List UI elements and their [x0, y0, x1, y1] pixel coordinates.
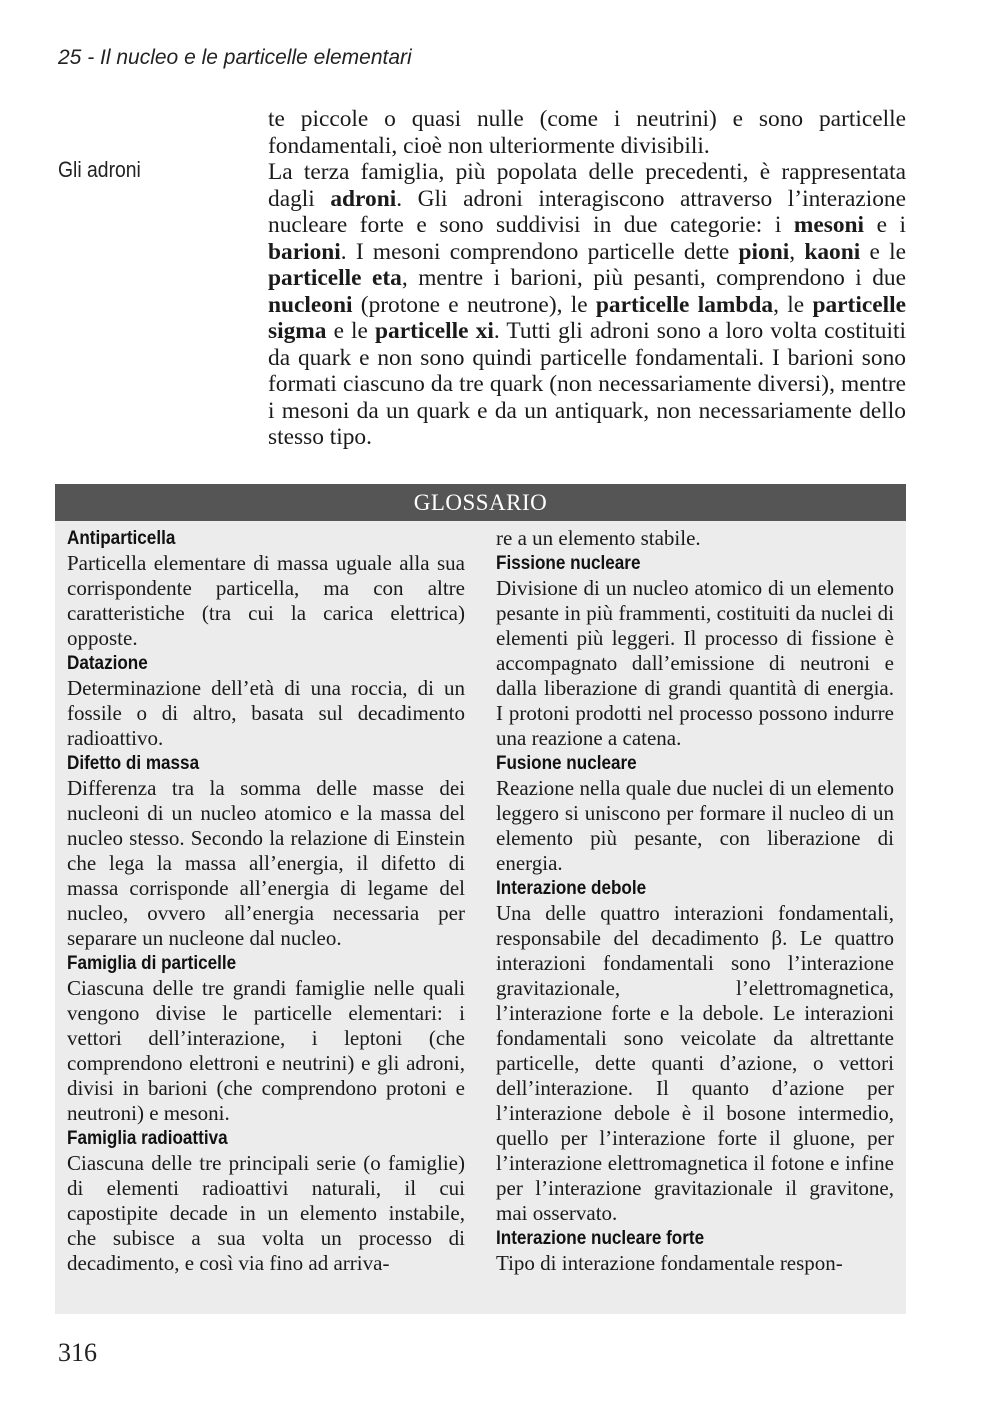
margin-note: Gli adroni	[58, 157, 141, 182]
running-header: 25 - Il nucleo e le particelle elementari	[58, 46, 412, 69]
text-run: e le	[326, 318, 376, 344]
text-run: . Gli adroni interagiscono attraverso l’interazione nucleare forte e sono suddivisi in due categorie: i	[268, 185, 906, 238]
page-number: 316	[58, 1338, 97, 1367]
text-run: La terza famiglia, più popolata delle precedenti, è rappresentata dagli	[268, 159, 906, 212]
bold-term: particelle sigma	[268, 291, 906, 344]
glossary-definition: Tipo di interazione fondamentale respon-	[496, 1251, 843, 1275]
bold-term: nucleoni	[268, 291, 353, 318]
glossary-term: Interazione debole	[496, 878, 647, 899]
bold-term: adroni	[330, 185, 397, 212]
glossary-definition: Ciascuna delle tre principali serie (o famiglie) di elementi radioattivi naturali, il cui capostipite decade in un elemento instabile, che subisce a sua volta un processo di decadimento, e così via fino ad arriva-	[67, 1151, 465, 1275]
bold-term: barioni	[268, 238, 341, 265]
glossary-definition: Divisione di un nucleo atomico di un elemento pesante in più frammenti, costituiti da nuclei di elementi più leggeri. Il processo di fissione è accompagnato dall’emissione di neutroni e dalla liberazione di grandi quantità di energia. I protoni prodotti nel processo possono indurre una reazione a catena.	[496, 576, 894, 750]
glossary-left-column	[67, 526, 465, 1276]
text-run: . Tutti gli adroni sono a loro volta costituiti da quark e non sono quindi particelle fondamentali. I barioni sono formati ciascuno da tre quark (non necessariamente diversi), mentre i mesoni da un quark e da un antiquark, non necessariamente dello stesso tipo.	[268, 318, 906, 450]
glossary-definition: Ciascuna delle tre grandi famiglie nelle quali vengono divise le particelle elementari: i vettori dell’interazione, i leptoni (che comprendono elettroni e neutrini) e gli adroni, divisi in barioni (che comprendono protoni e neutroni) e mesoni.	[67, 976, 465, 1125]
text-run: , le	[773, 291, 813, 318]
text-run: e le	[860, 238, 906, 265]
glossary-definition: Determinazione dell’età di una roccia, di un fossile o di altro, basata sul decadimento radioattivo.	[67, 676, 465, 750]
glossary-continuation: re a un elemento stabile.	[496, 526, 701, 550]
glossary-term: Difetto di massa	[67, 753, 200, 774]
bold-term: kaoni	[804, 238, 861, 265]
text-run: ,	[789, 238, 805, 265]
paragraph-1: te piccole o quasi nulle (come i neutrini) e sono particelle fondamentali, cioè non ulteriormente divisibili.	[268, 106, 906, 159]
bold-term: particelle xi	[375, 318, 494, 344]
text-run: . I mesoni comprendono particelle dette	[340, 238, 739, 265]
glossary-right-column	[496, 526, 894, 1276]
body-text	[268, 106, 906, 451]
glossary-term: Antiparticella	[67, 528, 176, 549]
glossary-definition: Particella elementare di massa uguale alla sua corrispondente particella, ma con altre caratteristiche (tra cui la carica elettrica) opposte.	[67, 551, 465, 650]
bold-term: particelle eta	[268, 265, 402, 291]
glossary-term: Interazione nucleare forte	[496, 1228, 705, 1249]
glossary-term: Datazione	[67, 653, 148, 674]
glossary-term: Fusione nucleare	[496, 753, 637, 774]
glossary-definition: Reazione nella quale due nuclei di un elemento leggero si uniscono per formare il nucleo di un elemento più pesante, con liberazione di energia.	[496, 776, 894, 875]
glossary-definition: Una delle quattro interazioni fondamentali, responsabile del decadimento β. Le quattro interazioni fondamentali sono l’interazione gravitazionale, l’elettromagnetica, l’interazione forte e la debole. Le interazioni fondamentali sono veicolate da altrettante particelle, dette quanti d’azione, o vettori dell’interazione. Il quanto d’azione per l’interazione debole è il bosone intermedio, quello per l’interazione forte il gluone, per l’interazione elettromagnetica il fotone e infine per l’interazione gravitazionale il gravitone, mai osservato.	[496, 901, 894, 1225]
bold-term: particelle lambda	[595, 291, 774, 318]
glossary-definition: Differenza tra la somma delle masse dei nucleoni di un nucleo atomico e la massa del nucleo stesso. Secondo la relazione di Einstein che lega la massa all’energia, il difetto di massa corrisponde all’energia di legame del nucleo, ovvero all’energia necessaria per separare un nucleone dal nucleo.	[67, 776, 465, 950]
text-run: , mentre i barioni, più pesanti, comprendono i due	[401, 265, 906, 291]
bold-term: pioni	[738, 238, 790, 265]
glossary-term: Famiglia radioattiva	[67, 1128, 228, 1149]
glossary-term: Famiglia di particelle	[67, 953, 237, 974]
text-run: e i	[864, 212, 907, 238]
glossary-term: Fissione nucleare	[496, 553, 641, 574]
bold-term: mesoni	[793, 212, 865, 238]
paragraph-2	[268, 159, 906, 451]
text-run: (protone e neutrone), le	[352, 291, 596, 318]
glossary-title: GLOSSARIO	[55, 484, 906, 521]
glossary-box	[55, 484, 906, 1314]
